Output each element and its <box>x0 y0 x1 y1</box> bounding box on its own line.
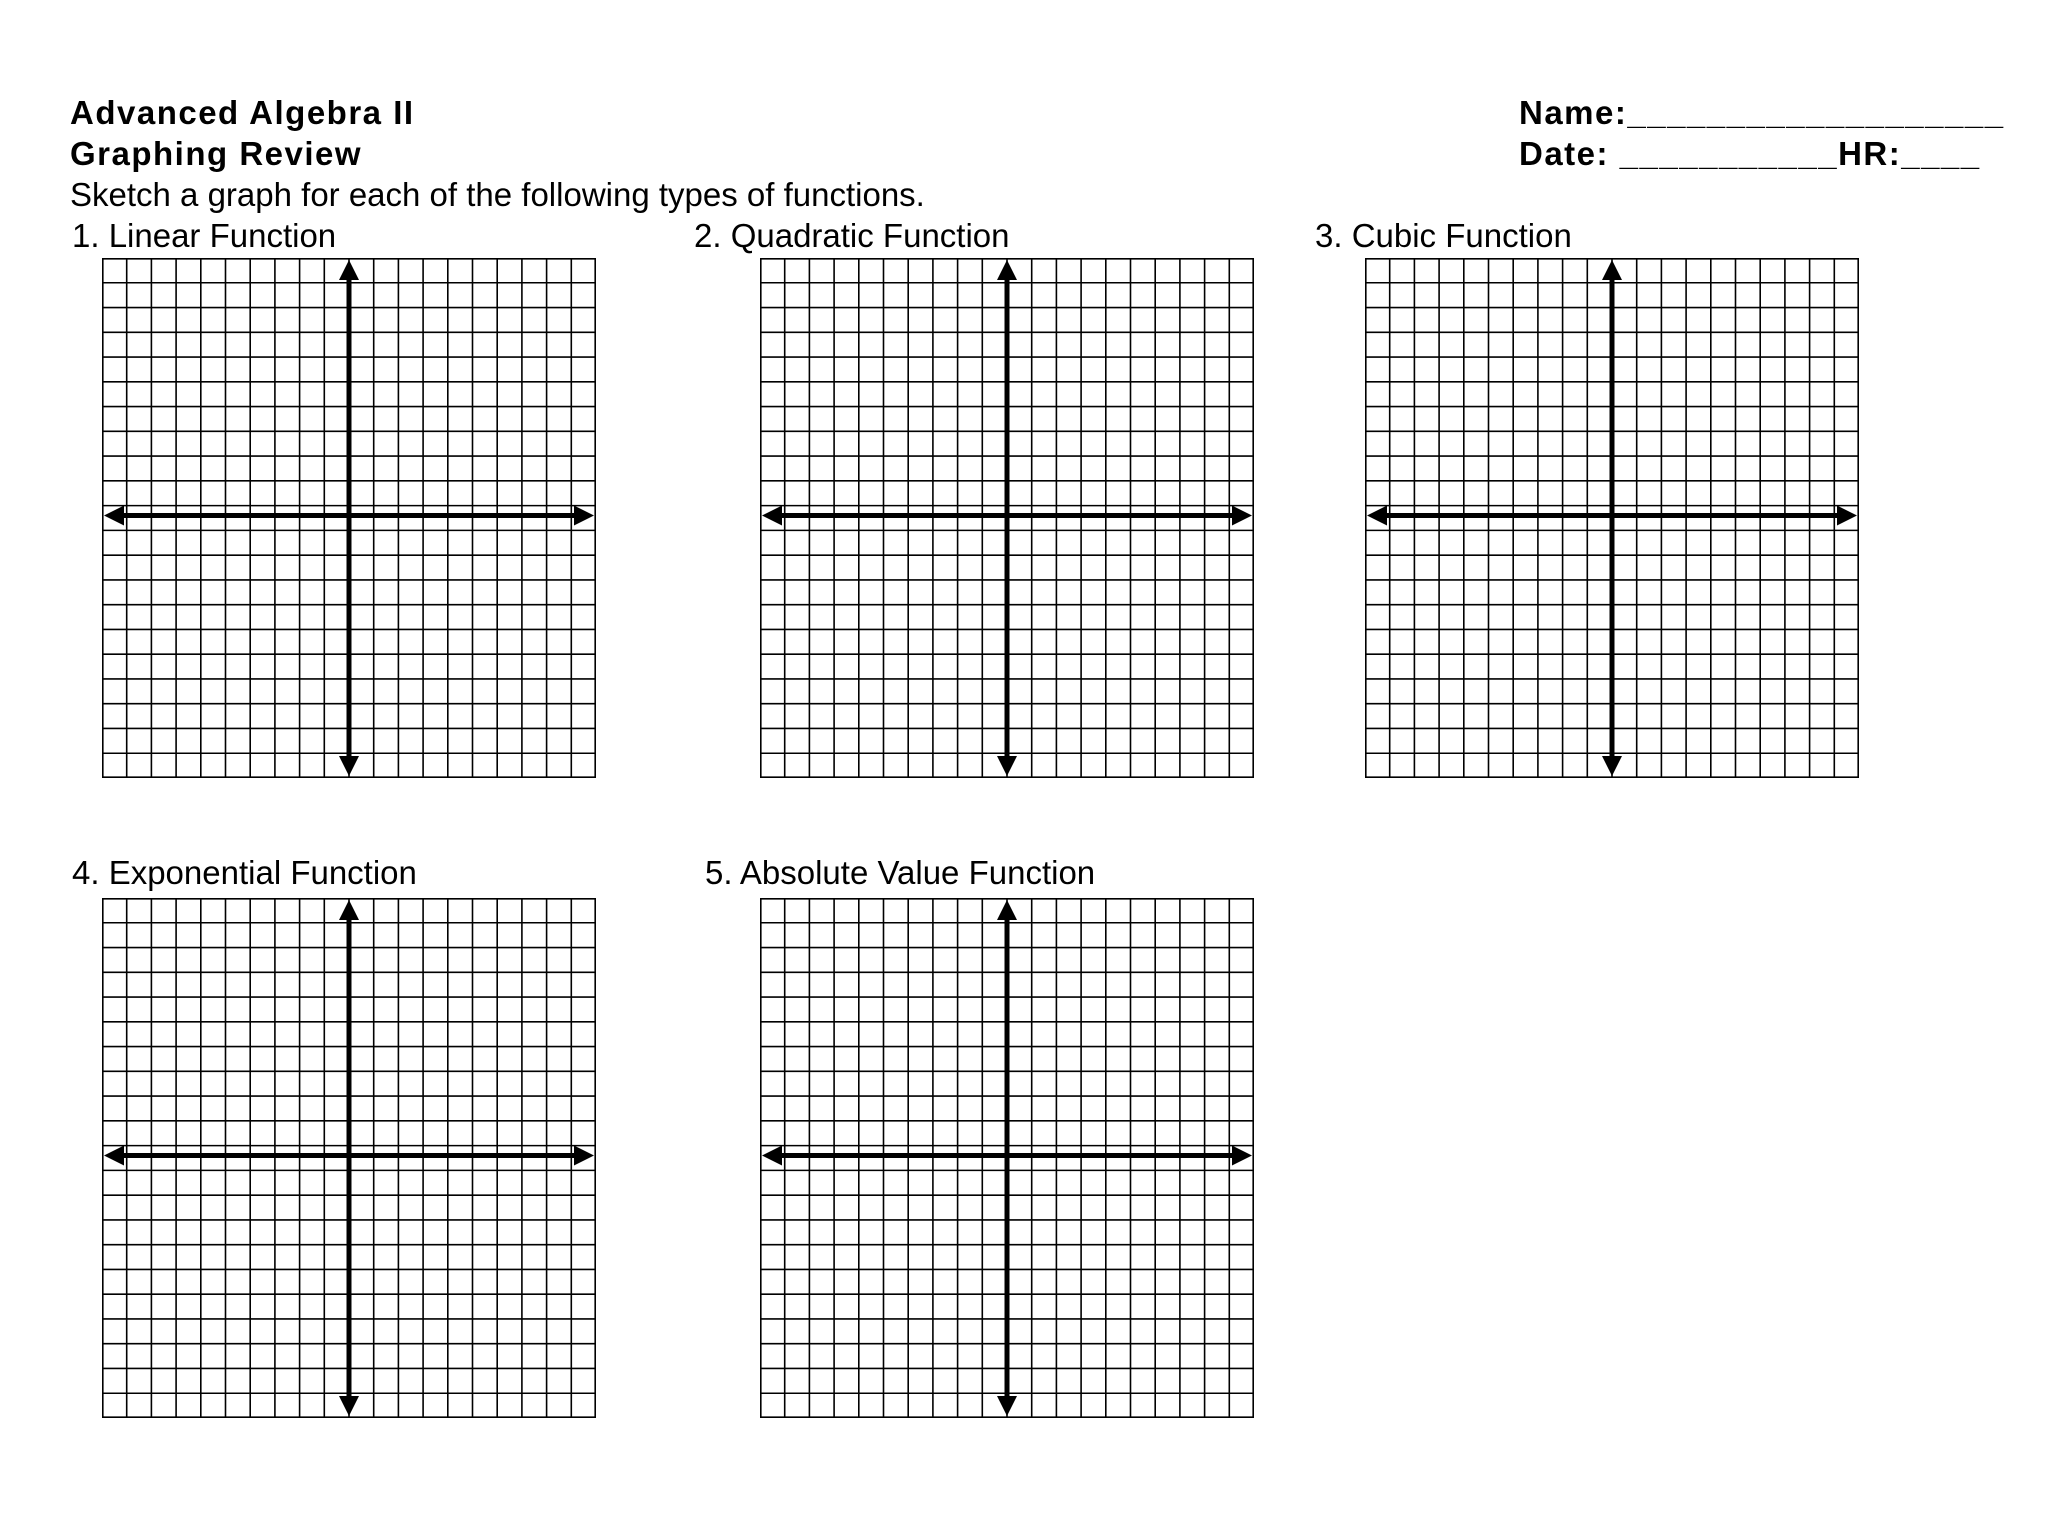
problem-label: 1. Linear Function <box>72 217 337 254</box>
x-axis-left-arrow-icon <box>104 1146 124 1166</box>
date-hr-field[interactable]: Date: ___________HR:____ <box>1519 135 1981 172</box>
coordinate-grid-quadratic[interactable] <box>760 258 1254 778</box>
coordinate-grid-linear[interactable] <box>102 258 596 778</box>
problem-label: 4. Exponential Function <box>72 854 417 891</box>
x-axis-right-arrow-icon <box>1232 506 1252 526</box>
y-axis-up-arrow-icon <box>1602 260 1622 280</box>
x-axis-right-arrow-icon <box>1232 1146 1252 1166</box>
y-axis-down-arrow-icon <box>339 756 359 776</box>
y-axis-up-arrow-icon <box>339 900 359 920</box>
problem-label: 3. Cubic Function <box>1315 217 1572 254</box>
y-axis-down-arrow-icon <box>997 1396 1017 1416</box>
x-axis-right-arrow-icon <box>574 1146 594 1166</box>
course-title: Advanced Algebra II <box>70 94 415 131</box>
x-axis-left-arrow-icon <box>1367 506 1387 526</box>
y-axis-up-arrow-icon <box>997 260 1017 280</box>
assignment-title: Graphing Review <box>70 135 363 172</box>
problem-label: 5. Absolute Value Function <box>705 854 1096 891</box>
instructions: Sketch a graph for each of the following types of functions. <box>70 176 925 213</box>
x-axis-left-arrow-icon <box>104 506 124 526</box>
y-axis-up-arrow-icon <box>997 900 1017 920</box>
y-axis-down-arrow-icon <box>997 756 1017 776</box>
coordinate-grid-exponential[interactable] <box>102 898 596 1418</box>
problem-label: 2. Quadratic Function <box>694 217 1010 254</box>
x-axis-left-arrow-icon <box>762 1146 782 1166</box>
x-axis-left-arrow-icon <box>762 506 782 526</box>
y-axis-up-arrow-icon <box>339 260 359 280</box>
y-axis-down-arrow-icon <box>1602 756 1622 776</box>
name-field[interactable]: Name:___________________ <box>1519 94 2005 131</box>
coordinate-grid-cubic[interactable] <box>1365 258 1859 778</box>
y-axis-down-arrow-icon <box>339 1396 359 1416</box>
coordinate-grid-absolute-value[interactable] <box>760 898 1254 1418</box>
x-axis-right-arrow-icon <box>1837 506 1857 526</box>
x-axis-right-arrow-icon <box>574 506 594 526</box>
